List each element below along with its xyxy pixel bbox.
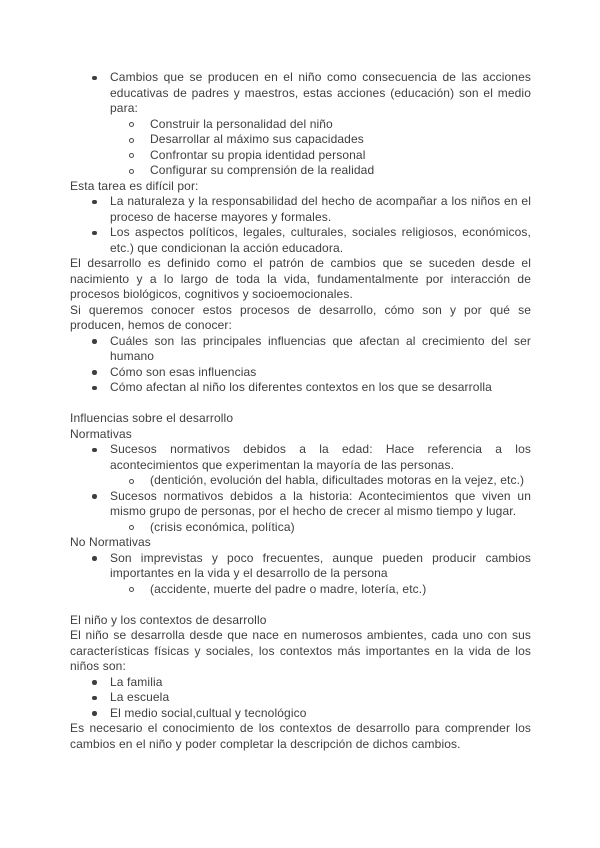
circle-bullet-icon [129, 169, 134, 174]
sub-bullet-item [70, 148, 531, 164]
paragraph [70, 256, 531, 303]
bullet-icon [92, 696, 97, 701]
bullet-item-text: La naturaleza y la responsabilidad del hecho de acompañar a los niños en el proceso de hacerse mayores y formales. [110, 194, 531, 224]
paragraph-text: Normativas [70, 426, 132, 441]
bullet-icon [92, 200, 97, 205]
paragraph-text: No Normativas [70, 535, 151, 549]
circle-bullet-icon [129, 138, 134, 143]
bullet-item [70, 70, 531, 117]
sub-bullet-item-text: (accidente, muerte del padre o madre, lotería, etc.) [150, 581, 427, 596]
bullet-icon [92, 386, 97, 391]
bullet-item [70, 675, 531, 691]
paragraph [70, 411, 531, 427]
paragraph-text: Si queremos conocer estos procesos de desarrollo, cómo son y por qué se producen, hemos de conocer: [70, 302, 531, 332]
sub-bullet-item-text: Desarrollar al máximo sus capacidades [150, 132, 364, 146]
paragraph-text: El niño y los contextos de desarrollo [70, 612, 267, 627]
circle-bullet-icon [129, 153, 134, 158]
bullet-item-text: Cómo son esas influencias [110, 364, 257, 379]
bullet-item [70, 551, 531, 582]
bullet-item-text: El medio social,cultual y tecnológico [110, 705, 307, 720]
paragraph [70, 535, 531, 551]
paragraph [70, 427, 531, 443]
sub-bullet-item [70, 582, 531, 598]
bullet-icon [92, 711, 97, 716]
bullet-item-text: Sucesos normativos debidos a la historia: Acontecimientos que viven un mismo grupo de personas, por el hecho de crecer al mismo tiempo y lugar. [110, 488, 531, 518]
paragraph [70, 628, 531, 675]
paragraph [70, 721, 531, 752]
sub-bullet-item-text: (dentición, evolución del habla, dificultades motoras en la vejez, etc.) [150, 473, 525, 487]
bullet-item [70, 706, 531, 722]
bullet-item [70, 442, 531, 473]
bullet-item-text: Cambios que se producen en el niño como consecuencia de las acciones educativas de padres y maestros, estas acciones (educación) son el medio para: [110, 70, 531, 115]
circle-bullet-icon [129, 479, 134, 484]
bullet-icon [92, 370, 97, 375]
sub-bullet-item [70, 117, 531, 133]
sub-bullet-item [70, 163, 531, 179]
bullet-item [70, 194, 531, 225]
bullet-item-text: La familia [110, 674, 163, 689]
paragraph [70, 179, 531, 195]
paragraph [70, 303, 531, 334]
circle-bullet-icon [129, 587, 134, 592]
bullet-icon [92, 339, 97, 344]
bullet-item-text: Son imprevistas y poco frecuentes, aunque pueden producir cambios importantes en la vida y el desarrollo de la persona [110, 550, 531, 580]
bullet-item [70, 690, 531, 706]
bullet-item [70, 225, 531, 256]
paragraph-text: El desarrollo es definido como el patrón de cambios que se suceden desde el nacimiento y a lo largo de toda la vida, fundamentalmente por interacción de procesos biológicos, cognitivos y socioemocionales. [70, 256, 531, 301]
bullet-item [70, 380, 531, 396]
paragraph-text: Esta tarea es difícil por: [70, 178, 199, 193]
bullet-icon [92, 448, 97, 453]
paragraph-text: El niño se desarrolla desde que nace en numerosos ambientes, cada uno con sus características físicas y sociales, los contextos más importantes en la vida de los niños son: [70, 628, 531, 673]
bullet-item [70, 365, 531, 381]
bullet-item-text: Los aspectos políticos, legales, culturales, sociales religiosos, económicos, etc.) que condicionan la acción educadora. [110, 225, 531, 255]
paragraph-text: Es necesario el conocimiento de los contextos de desarrollo para comprender los cambios en el niño y poder completar la descripción de dichos cambios. [70, 721, 531, 751]
circle-bullet-icon [129, 525, 134, 530]
sub-bullet-item [70, 520, 531, 536]
bullet-item [70, 334, 531, 365]
circle-bullet-icon [129, 122, 134, 127]
paragraph-text: Influencias sobre el desarrollo [70, 411, 234, 425]
bullet-item-text: Cuáles son las principales influencias que afectan al crecimiento del ser humano [110, 333, 531, 363]
sub-bullet-item-text: Construir la personalidad del niño [150, 116, 333, 131]
bullet-icon [92, 556, 97, 561]
bullet-icon [92, 231, 97, 236]
sub-bullet-item [70, 132, 531, 148]
sub-bullet-item-text: (crisis económica, política) [150, 519, 295, 534]
sub-bullet-item-text: Configurar su comprensión de la realidad [150, 163, 375, 177]
bullet-icon [92, 76, 97, 81]
sub-bullet-item [70, 473, 531, 489]
paragraph [70, 613, 531, 629]
bullet-item [70, 489, 531, 520]
bullet-icon [92, 494, 97, 499]
bullet-item-text: Cómo afectan al niño los diferentes contextos en los que se desarrolla [110, 380, 492, 394]
bullet-item-text: La escuela [110, 690, 170, 704]
sub-bullet-item-text: Confrontar su propia identidad personal [150, 147, 366, 162]
bullet-item-text: Sucesos normativos debidos a la edad: Hace referencia a los acontecimientos que experimentan la mayoría de las personas. [110, 442, 531, 472]
bullet-icon [92, 680, 97, 685]
